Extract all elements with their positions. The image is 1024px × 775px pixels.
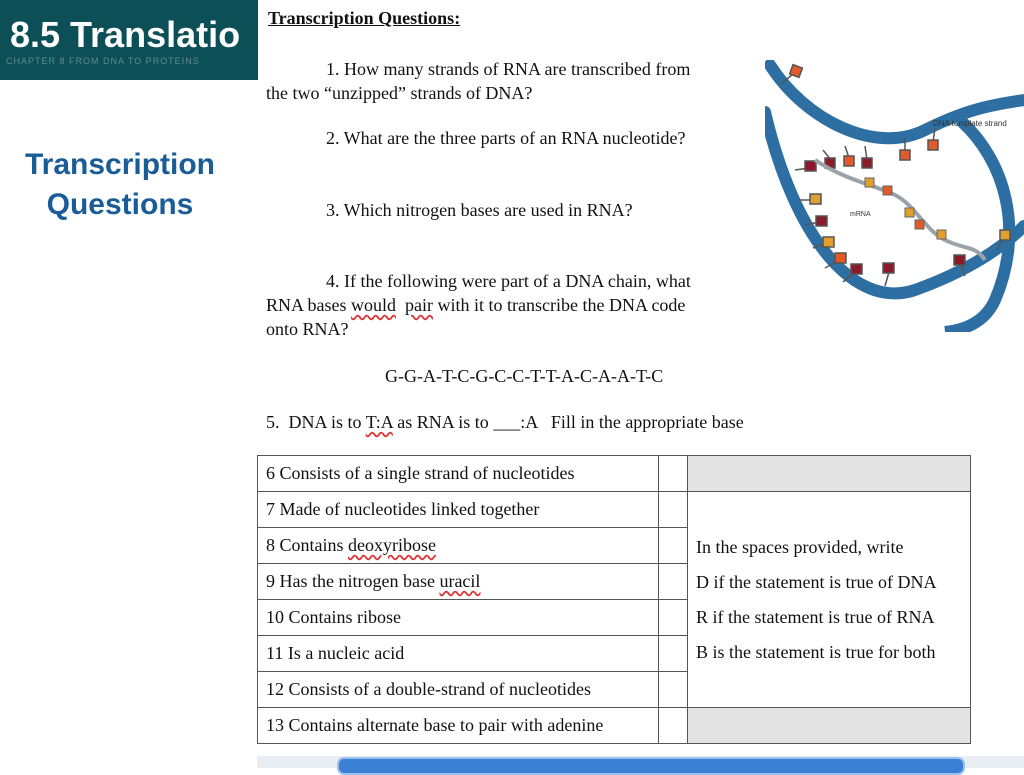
statement-8-text: 8 Contains [266, 535, 349, 555]
question-5 [266, 410, 744, 434]
side-heading-line2: Questions [46, 188, 194, 221]
question-1-line1: 1. How many strands of RNA are transcribed from [326, 59, 691, 79]
table-row [258, 456, 971, 492]
label-dna-template: DNA template strand [933, 119, 1007, 128]
question-4-line3: onto RNA? [266, 319, 349, 339]
side-heading-line1: Transcription [24, 148, 216, 181]
answer-cell-11[interactable] [659, 636, 688, 672]
instructions-cell-top [688, 456, 971, 492]
answer-cell-12[interactable] [659, 672, 688, 708]
question-2: 2. What are the three parts of an RNA nucleotide? [326, 128, 686, 148]
statement-7: 7 Made of nucleotides linked together [258, 492, 659, 528]
answer-cell-6[interactable] [659, 456, 688, 492]
dna-sequence: G-G-A-T-C-G-C-C-T-T-A-C-A-A-T-C [385, 366, 664, 386]
q4-text-c: with it to transcribe the DNA code [432, 295, 686, 315]
slide-title-bar [0, 0, 258, 80]
instructions-line3: R if the statement is true of RNA [696, 606, 935, 627]
answer-cell-10[interactable] [659, 600, 688, 636]
q5-ta: T:A [365, 412, 393, 432]
question-4-line2 [266, 293, 685, 317]
instructions-cell [688, 492, 971, 708]
instructions-line2: D if the statement is true of DNA [696, 571, 937, 592]
statement-13: 13 Contains alternate base to pair with adenine [258, 708, 659, 744]
label-mrna: mRNA [850, 211, 871, 218]
question-4-line1: 4. If the following were part of a DNA chain, what [326, 271, 691, 291]
answer-cell-7[interactable] [659, 492, 688, 528]
q5-text-b: as RNA is to ___:A Fill in the appropriate base [392, 412, 744, 432]
answer-cell-9[interactable] [659, 564, 688, 600]
q4-word-pair: pair [405, 295, 433, 315]
statement-table [257, 455, 971, 744]
question-3: 3. Which nitrogen bases are used in RNA? [326, 200, 633, 220]
statement-10: 10 Contains ribose [258, 600, 659, 636]
statement-11: 11 Is a nucleic acid [258, 636, 659, 672]
q5-text-a: 5. DNA is to [266, 412, 366, 432]
statement-9-word: uracil [439, 571, 481, 591]
statement-9 [258, 564, 659, 600]
instructions-line1: In the spaces provided, write [696, 536, 904, 557]
statement-6: 6 Consists of a single strand of nucleotides [258, 456, 659, 492]
mrna-strand [815, 160, 985, 260]
statement-9-text: 9 Has the nitrogen base [266, 571, 440, 591]
bottom-scrollbar-area [257, 756, 1024, 768]
answer-cell-8[interactable] [659, 528, 688, 564]
dna-backbone-right [945, 120, 1009, 332]
instructions-cell-bottom [688, 708, 971, 744]
q4-text-a: RNA bases [266, 295, 351, 315]
q4-word-would: would [351, 295, 396, 315]
table-row [258, 708, 971, 744]
slide-title: 8.5 Translatio [10, 14, 241, 55]
horizontal-scrollbar[interactable] [337, 757, 965, 775]
worksheet-title: Transcription Questions: [268, 8, 461, 28]
table-row [258, 492, 971, 528]
answer-cell-13[interactable] [659, 708, 688, 744]
dna-transcription-diagram [765, 60, 1024, 332]
slide-subtitle: CHAPTER 8 FROM DNA TO PROTEINS [6, 56, 200, 66]
statement-8 [258, 528, 659, 564]
instructions-line4: B is the statement is true for both [696, 641, 936, 662]
side-heading [0, 145, 240, 225]
statement-12: 12 Consists of a double-strand of nucleotides [258, 672, 659, 708]
statement-8-word: deoxyribose [348, 535, 436, 555]
question-1-line2: the two “unzipped” strands of DNA? [266, 83, 533, 103]
q4-text-b [396, 295, 405, 315]
